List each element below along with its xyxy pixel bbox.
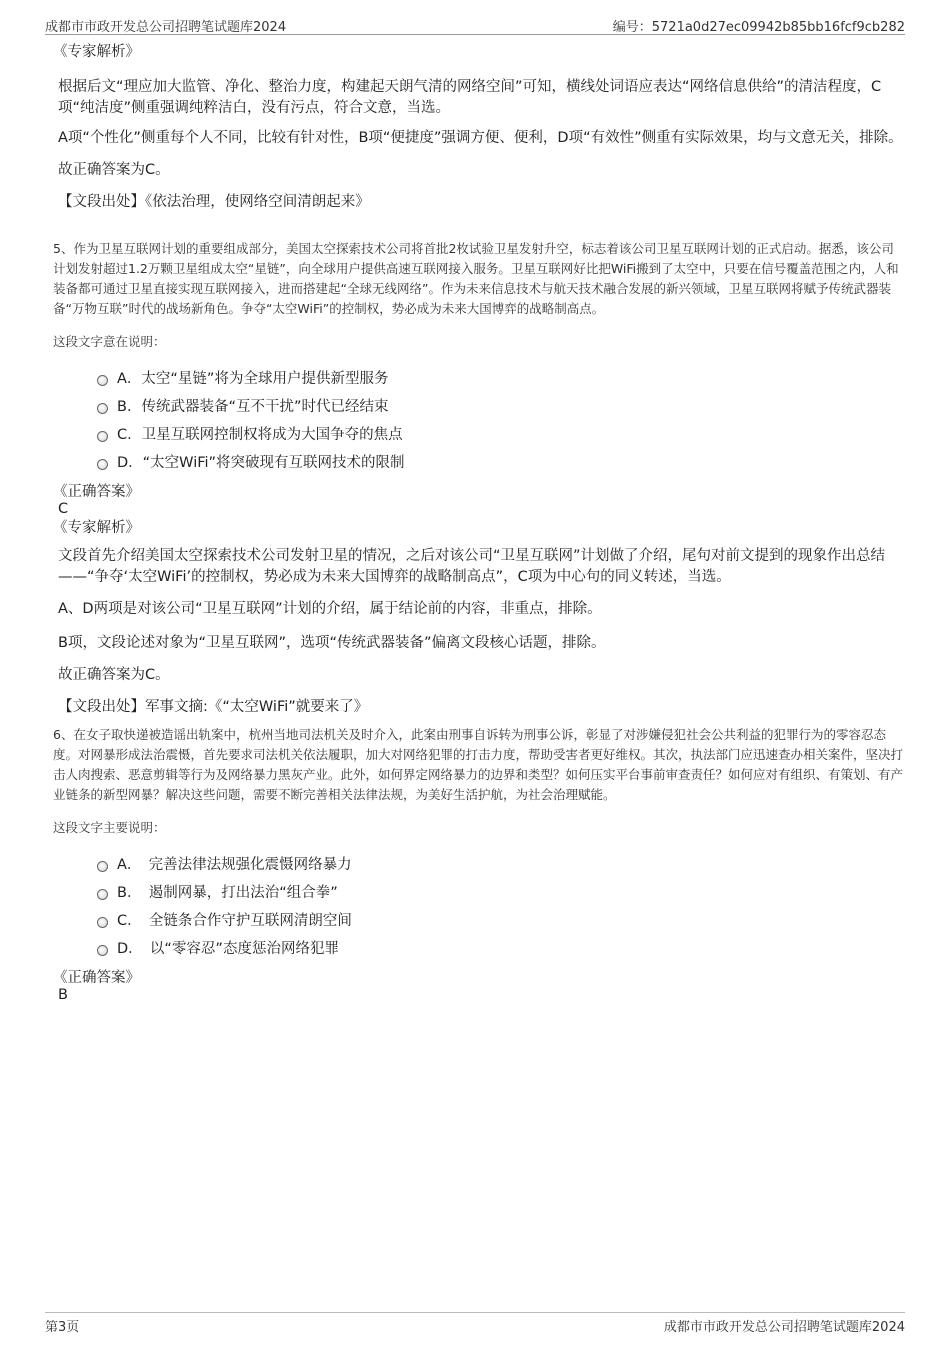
q5-analysis-label: 《专家解析》 bbox=[53, 520, 140, 536]
option-label: A．太空“星链”将为全球用户提供新型服务 bbox=[117, 371, 389, 387]
radio-button-icon[interactable] bbox=[97, 861, 108, 872]
q5-source: 【文段出处】军事文摘:《“太空WiFi”就要来了》 bbox=[58, 699, 369, 715]
q5-options bbox=[53, 365, 903, 477]
q5-answer-label: 《正确答案》 bbox=[53, 484, 140, 500]
q5-stem: 5、作为卫星互联网计划的重要组成部分，美国太空探索技术公司将首批2枚试验卫星发射升空，标志着该公司卫星互联网计划的正式启动。据悉，该公司计划发射超过1.2万颗卫星组成太空“星链”，向全球用户提供高速互联网接入服务。卫星互联网好比把WiFi搬到了太空中，只要在信号覆盖范围之内，人和装备都可通过卫星直接实现互联网接入，进而搭建起“全球无线网络”。作为未来信息技术与航天技术融合发展的新兴领域，卫星互联网将赋予传统武器装备“万物互联”时代的战场新角色。争夺“太空WiFi”的控制权，势必成为未来大国博弈的战略制高点。 bbox=[53, 241, 899, 316]
page-number: 第3页 bbox=[45, 1320, 80, 1335]
option-label: B．传统武器装备“互不干扰”时代已经结束 bbox=[117, 399, 389, 415]
radio-button-icon[interactable] bbox=[97, 917, 108, 928]
header-title: 成都市市政开发总公司招聘笔试题库2024 bbox=[45, 20, 287, 35]
radio-button-icon[interactable] bbox=[97, 375, 108, 386]
q6-options bbox=[53, 851, 903, 963]
q4-conclusion: 故正确答案为C。 bbox=[58, 162, 170, 178]
page-footer bbox=[45, 1312, 905, 1335]
q5-analysis-paragraph: 文段首先介绍美国太空探索技术公司发射卫星的情况，之后对该公司“卫星互联网”计划做了介绍，尾句对前文提到的现象作出总结——“争夺‘太空WiFi’的控制权，势必成为未来大国博弈的战略制高点”，C项为中心句的同义转述，当选。 bbox=[58, 548, 886, 585]
q5-answer: C bbox=[58, 501, 69, 517]
option-label: B． 遏制网暴，打出法治“组合拳” bbox=[117, 885, 338, 901]
option-a[interactable] bbox=[53, 851, 903, 879]
option-c[interactable] bbox=[53, 421, 903, 449]
option-label: D． 以“零容忍”态度惩治网络犯罪 bbox=[117, 941, 339, 957]
q5-conclusion: 故正确答案为C。 bbox=[58, 667, 170, 683]
q4-analysis-paragraph: 根据后文“理应加大监管、净化、整治力度，构建起天朗气清的网络空间”可知，横线处词语应表达“网络信息供给”的清洁程度，C项“纯洁度”侧重强调纯粹洁白，没有污点，符合文意，当选。 bbox=[58, 79, 882, 116]
q6-prompt: 这段文字主要说明： bbox=[53, 820, 166, 835]
q6-answer-label: 《正确答案》 bbox=[53, 970, 140, 986]
option-c[interactable] bbox=[53, 907, 903, 935]
radio-button-icon[interactable] bbox=[97, 403, 108, 414]
page-content bbox=[53, 42, 903, 1004]
q4-analysis-paragraph: A项“个性化”侧重每个人不同，比较有针对性，B项“便捷度”强调方便、便利，D项“有效性”侧重有实际效果，均与文意无关，排除。 bbox=[58, 130, 903, 146]
option-label: A． 完善法律法规强化震慑网络暴力 bbox=[117, 857, 352, 873]
document-code: 编号：5721a0d27ec09942b85bb16fcf9cb282 bbox=[612, 20, 905, 35]
q5-analysis-paragraph: B项，文段论述对象为“卫星互联网”，选项“传统武器装备”偏离文段核心话题，排除。 bbox=[58, 635, 606, 651]
page-header bbox=[45, 14, 905, 35]
q4-source: 【文段出处】《依法治理，使网络空间清朗起来》 bbox=[58, 194, 370, 210]
q5-analysis-paragraph: A、D两项是对该公司“卫星互联网”计划的介绍，属于结论前的内容，非重点，排除。 bbox=[58, 601, 602, 617]
option-d[interactable] bbox=[53, 449, 903, 477]
option-label: C． 全链条合作守护互联网清朗空间 bbox=[117, 913, 352, 929]
option-a[interactable] bbox=[53, 365, 903, 393]
q6-answer: B bbox=[58, 987, 68, 1003]
radio-button-icon[interactable] bbox=[97, 459, 108, 470]
radio-button-icon[interactable] bbox=[97, 431, 108, 442]
q6-stem: 6、在女子取快递被造谣出轨案中，杭州当地司法机关及时介入，此案由刑事自诉转为刑事公诉，彰显了对涉嫌侵犯社会公共利益的犯罪行为的零容忍态度。对网暴形成法治震慑，首先要求司法机关依法履职，加大对网络犯罪的打击力度，帮助受害者更好维权。其次，执法部门应迅速查办相关案件，坚决打击人肉搜索、恶意剪辑等行为及网络暴力黑灰产业。此外，如何界定网络暴力的边界和类型？如何压实平台事前审查责任？如何应对有组织、有策划、有产业链条的新型网暴？解决这些问题，需要不断完善相关法律法规，为美好生活护航，为社会治理赋能。 bbox=[53, 727, 904, 802]
option-label: D．“太空WiFi”将突破现有互联网技术的限制 bbox=[117, 455, 405, 471]
q4-analysis-label: 《专家解析》 bbox=[53, 44, 140, 60]
option-b[interactable] bbox=[53, 879, 903, 907]
option-b[interactable] bbox=[53, 393, 903, 421]
option-label: C．卫星互联网控制权将成为大国争夺的焦点 bbox=[117, 427, 403, 443]
q5-prompt: 这段文字意在说明： bbox=[53, 334, 166, 349]
option-d[interactable] bbox=[53, 935, 903, 963]
radio-button-icon[interactable] bbox=[97, 945, 108, 956]
footer-title: 成都市市政开发总公司招聘笔试题库2024 bbox=[663, 1320, 905, 1335]
radio-button-icon[interactable] bbox=[97, 889, 108, 900]
